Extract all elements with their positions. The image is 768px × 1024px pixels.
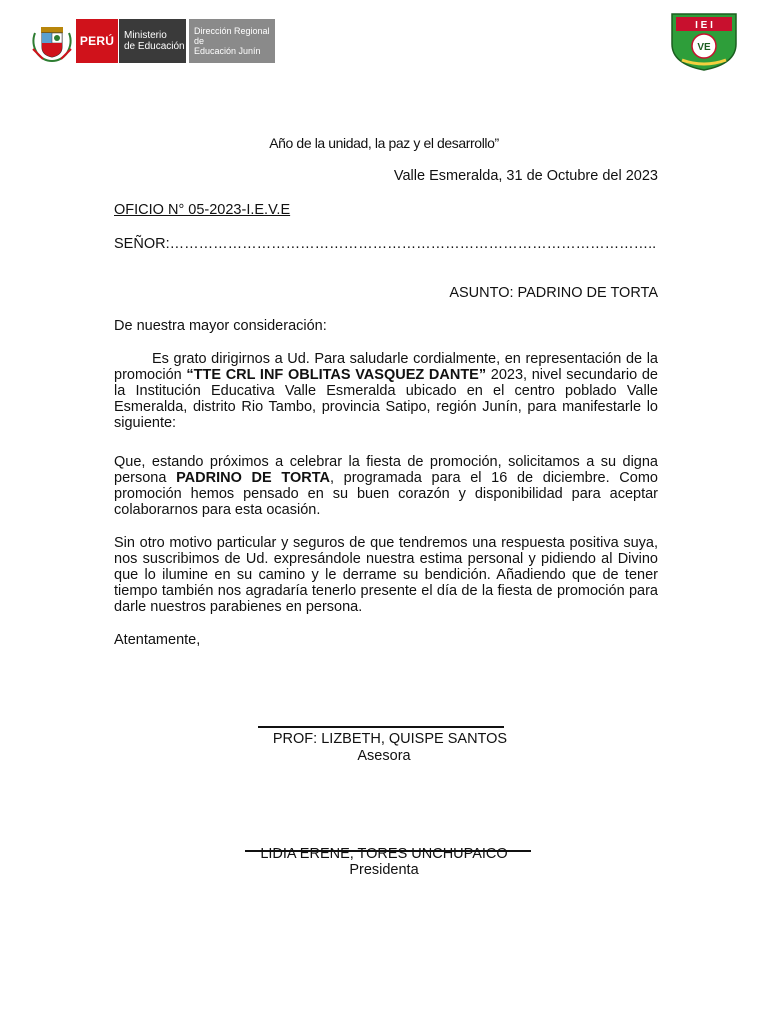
president-role: Presidenta [349, 862, 419, 878]
president-name: LIDIA ERENE, TORES UNCHUPAICO [260, 846, 508, 862]
regional-directorate-box [189, 19, 275, 63]
school-crest-letters: I E I [695, 20, 713, 31]
signature-line-advisor [258, 726, 504, 728]
signature-line-president [245, 850, 531, 852]
dre-line-1: Dirección Regional de [194, 26, 270, 46]
school-crest-initials: VE [697, 42, 711, 53]
document-reference: OFICIO N° 05-2023-I.E.V.E [114, 202, 291, 218]
paragraph-introduction [114, 351, 658, 431]
peru-coat-of-arms-icon [28, 18, 76, 64]
document-date: Valle Esmeralda, 31 de Octubre del 2023 [393, 168, 658, 184]
p1-text-b: 2023, nivel secundario de la Institución Educativa Valle Esmeralda ubicado en el centro poblado Valle Esmeralda, distrito Rio Tambo, provincia Satipo, región Junín, para manifestarle lo siguiente: [114, 367, 658, 431]
p2-text-a: Que, estando próximos a celebrar la fiesta de promoción, solicitamos a su digna persona [114, 454, 658, 486]
ministry-label-box [118, 19, 186, 63]
paragraph-request [114, 454, 658, 518]
country-label: PERÚ [79, 34, 115, 48]
ministry-line-1: Ministerio [124, 30, 167, 41]
p2-text-b: , programada para el 16 de diciembre. Como promoción hemos pensado en su buen corazón y disponibilidad para aceptar colaborarnos para esta ocasión. [114, 470, 658, 518]
peru-label-box [76, 19, 118, 63]
dre-line-2: Educación Junín [194, 46, 261, 56]
document-subject: ASUNTO: PADRINO DE TORTA [449, 285, 658, 301]
p1-text-a: Es grato dirigirnos a Ud. Para saludarle cordialmente, en representación de la promoción [114, 351, 658, 383]
advisor-role: Asesora [357, 748, 411, 764]
year-motto: Año de la unidad, la paz y el desarrollo” [269, 135, 499, 151]
school-crest-icon [668, 10, 740, 72]
sponsor-role: PADRINO DE TORTA [176, 470, 330, 486]
promotion-name: “TTE CRL INF OBLITAS VASQUEZ DANTE” [186, 367, 487, 383]
recipient-line: SEÑOR:……………………………………………………………………………………….. [114, 236, 657, 252]
greeting: De nuestra mayor consideración: [114, 318, 327, 334]
ministry-line-2: de Educación [124, 41, 185, 52]
closing-salutation: Atentamente, [114, 632, 201, 648]
government-header [28, 18, 275, 64]
paragraph-closing: Sin otro motivo particular y seguros de que tendremos una respuesta positiva suya, nos suscribimos de Ud. expresándole nuestra estima personal y pidiendo al Divino que lo ilumine en su camino y le derrame su bendición. Añadiendo que de tener tiempo también nos agradaría tenerlo presente el día de la fiesta de promoción para darle nuestros parabienes en persona. [114, 535, 658, 615]
advisor-name: PROF: LIZBETH, QUISPE SANTOS [272, 731, 508, 747]
